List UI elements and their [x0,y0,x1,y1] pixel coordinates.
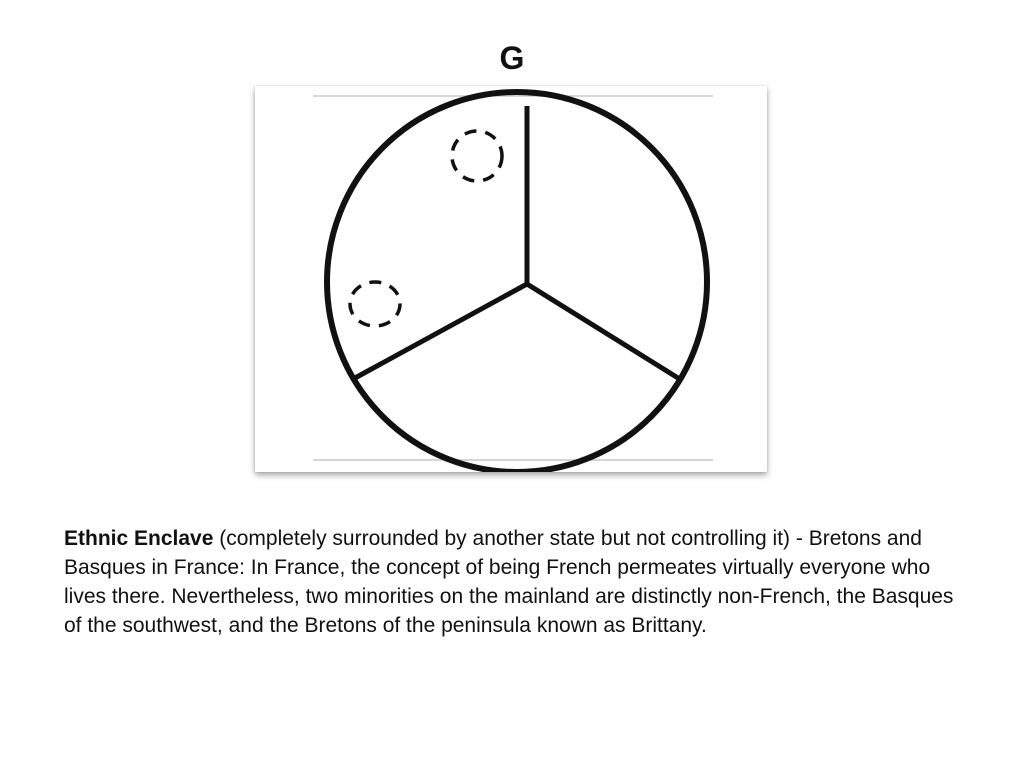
state-boundary-circle [327,92,707,472]
enclave-diagram [255,86,767,472]
caption-term: Ethnic Enclave [64,527,214,550]
region-divider-left [355,284,527,378]
enclave-circle-upper [452,131,502,181]
region-divider-right [527,284,678,378]
caption-text: (completely surrounded by another state but not controlling it) - Bretons and Basques in France: In France, the concept of being French permeates virtually everyone who lives there. Nevertheless, two minorities on the mainland are distinctly non-French, the Basques of the southwest, and the Bretons of the peninsula known as Brittany. [64,527,954,637]
caption-paragraph [64,524,964,640]
enclave-circle-lower [350,282,400,326]
diagram-frame [255,86,767,472]
slide-title: G [499,40,525,76]
